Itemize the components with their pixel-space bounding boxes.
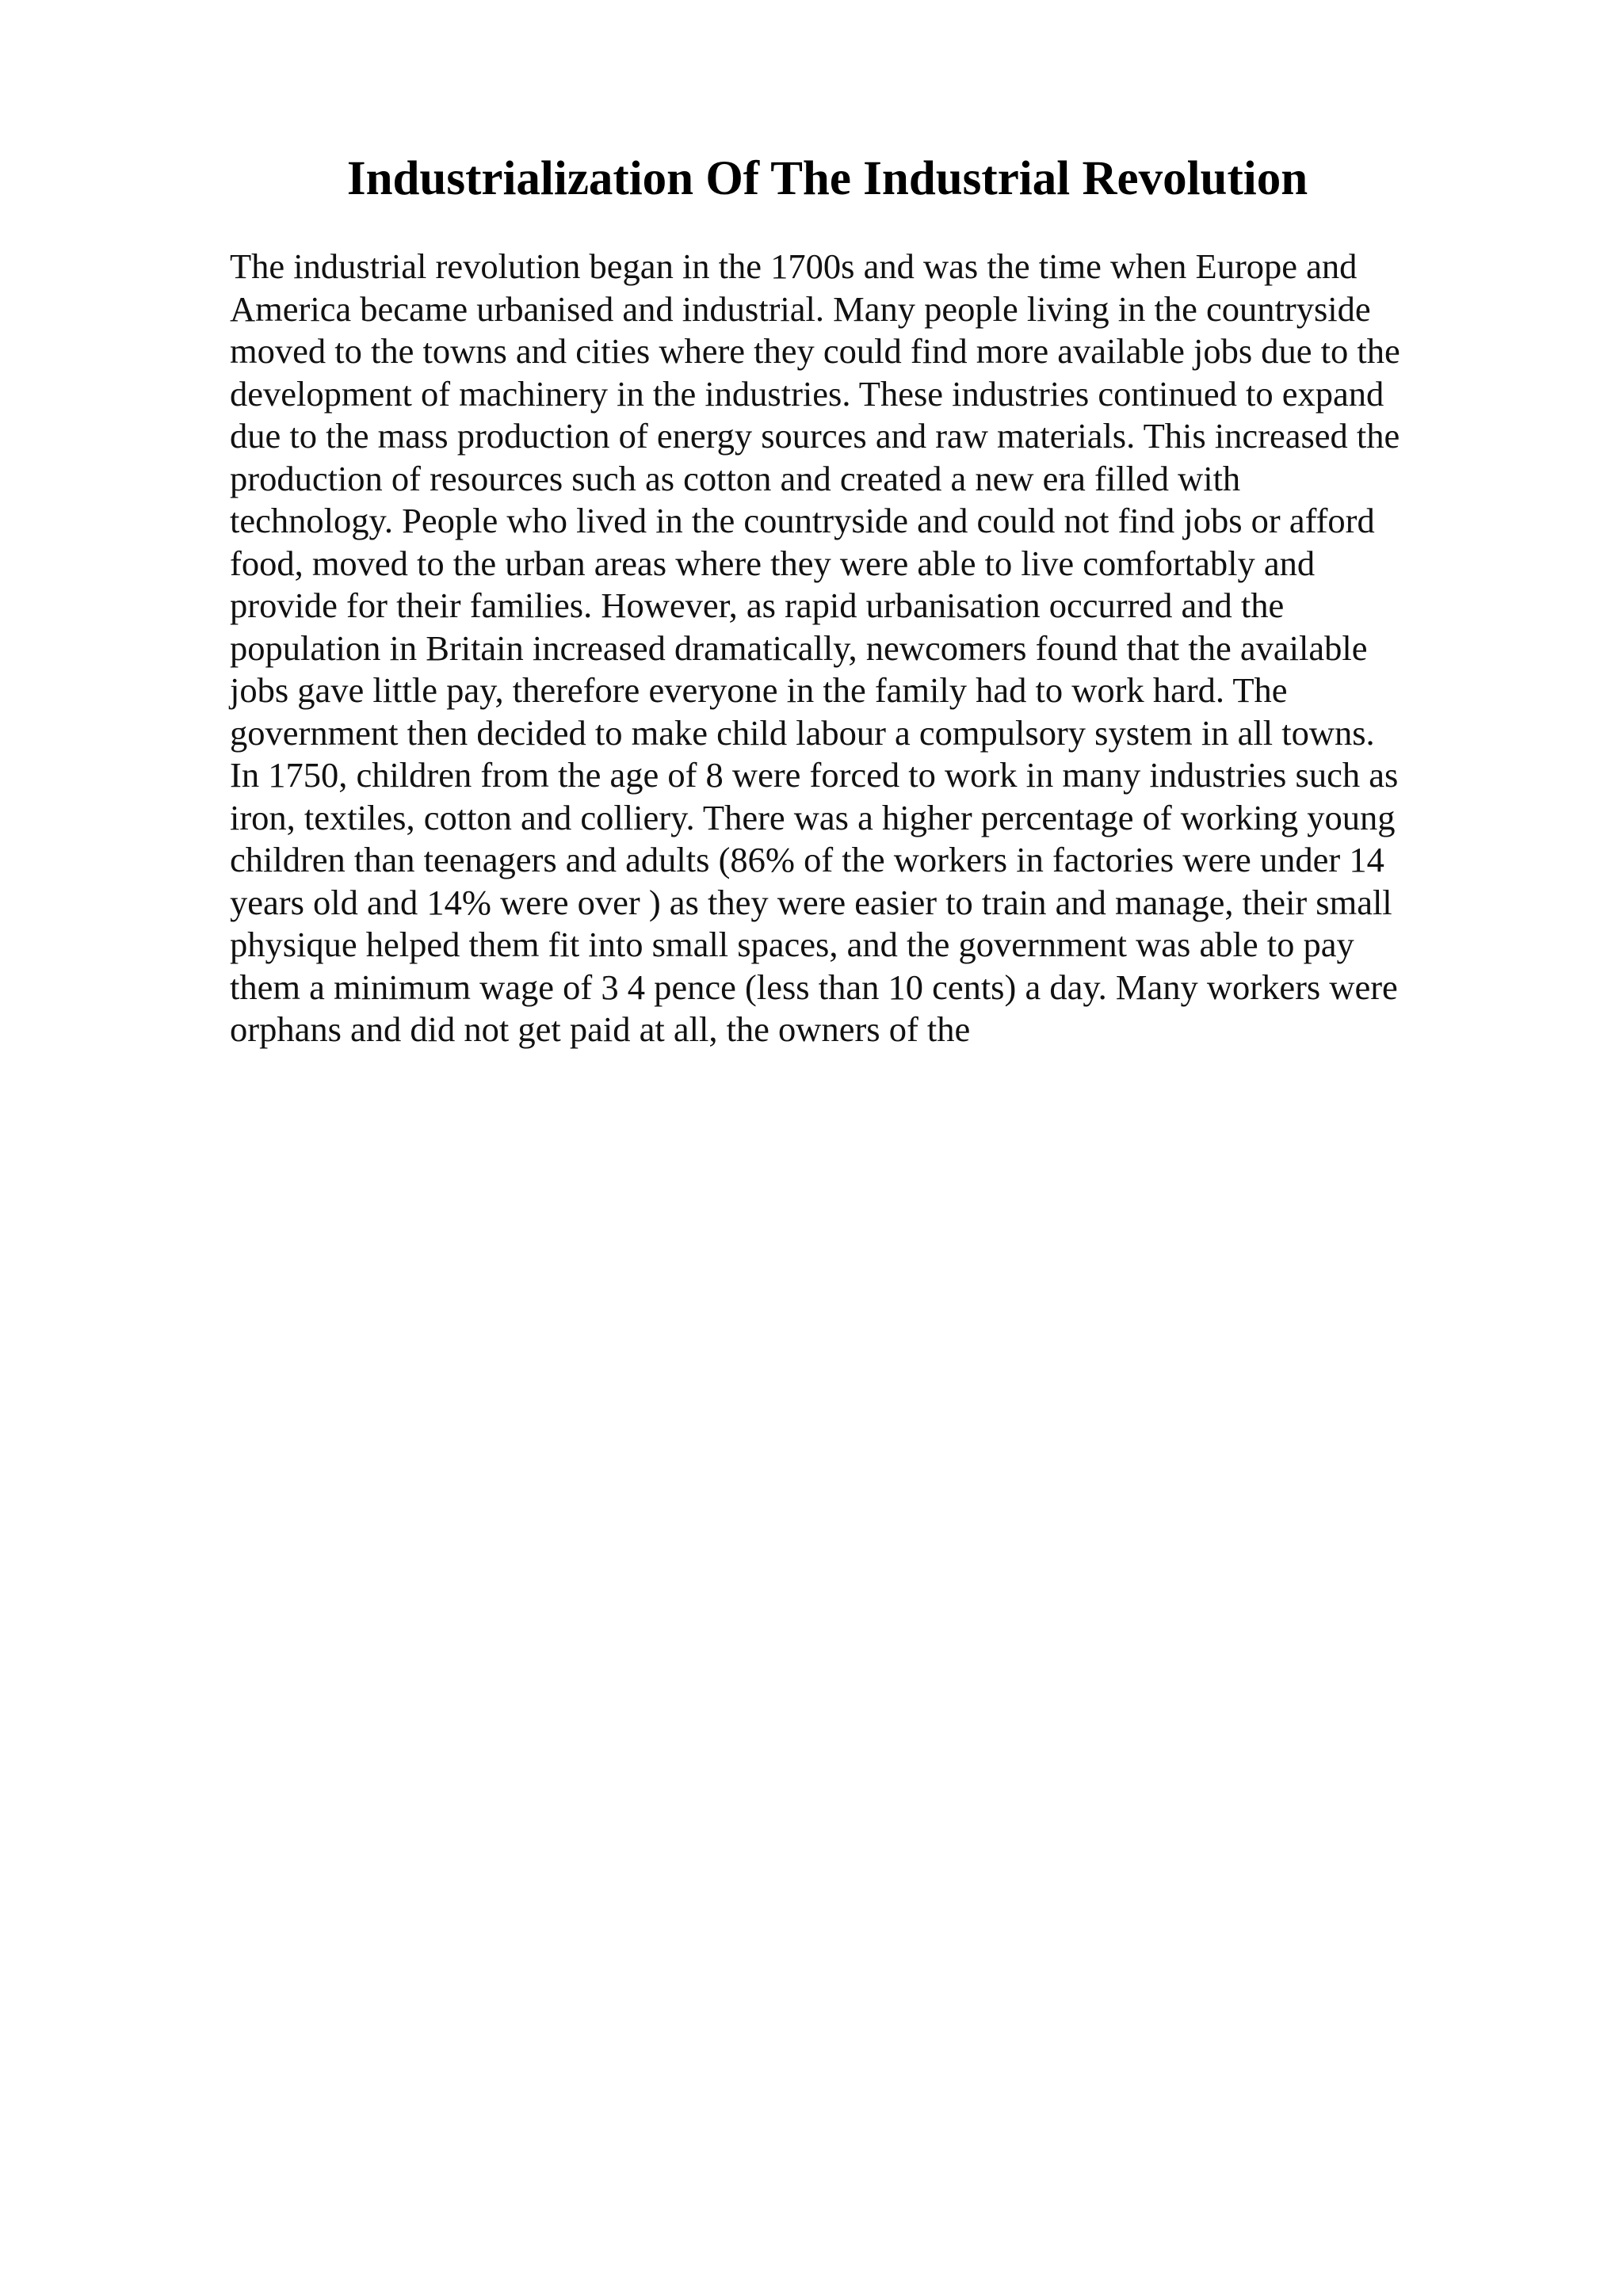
body-line: government then decided to make child labour a compulsory system in all towns. bbox=[230, 712, 1375, 753]
body-line: iron, textiles, cotton and colliery. There was a higher percentage of working young bbox=[230, 797, 1396, 837]
body-line: orphans and did not get paid at all, the owners of the bbox=[230, 1009, 971, 1049]
body-line: food, moved to the urban areas where they were able to live comfortably and bbox=[230, 543, 1316, 583]
body-line: technology. People who lived in the countryside and could not find jobs or afford bbox=[230, 501, 1375, 540]
document-body bbox=[230, 246, 1466, 1051]
body-line: development of machinery in the industries. These industries continued to expand bbox=[230, 373, 1384, 414]
body-line: them a minimum wage of 3 4 pence (less than 10 cents) a day. Many workers were bbox=[230, 967, 1398, 1007]
body-line: The industrial revolution began in the 1700s and was the time when Europe and bbox=[230, 246, 1358, 286]
body-line: children than teenagers and adults (86% of the workers in factories were under 14 bbox=[230, 840, 1384, 879]
body-line: due to the mass production of energy sources and raw materials. This increased the bbox=[230, 416, 1400, 456]
body-line: production of resources such as cotton and created a new era filled with bbox=[230, 458, 1241, 498]
body-line: population in Britain increased dramatically, newcomers found that the available bbox=[230, 627, 1368, 668]
body-line: years old and 14% were over ) as they were easier to train and manage, their small bbox=[230, 882, 1392, 922]
body-line: America became urbanised and industrial. Many people living in the countryside bbox=[230, 288, 1371, 329]
body-line: In 1750, children from the age of 8 were forced to work in many industries such as bbox=[230, 755, 1399, 795]
body-line: moved to the towns and cities where they could find more available jobs due to the bbox=[230, 331, 1400, 371]
document-title: Industrialization Of The Industrial Revolution bbox=[346, 152, 1308, 205]
body-line: physique helped them fit into small spaces, and the government was able to pay bbox=[230, 925, 1354, 964]
body-line: jobs gave little pay, therefore everyone in the family had to work hard. The bbox=[230, 670, 1288, 710]
body-line: provide for their families. However, as rapid urbanisation occurred and the bbox=[230, 585, 1285, 625]
